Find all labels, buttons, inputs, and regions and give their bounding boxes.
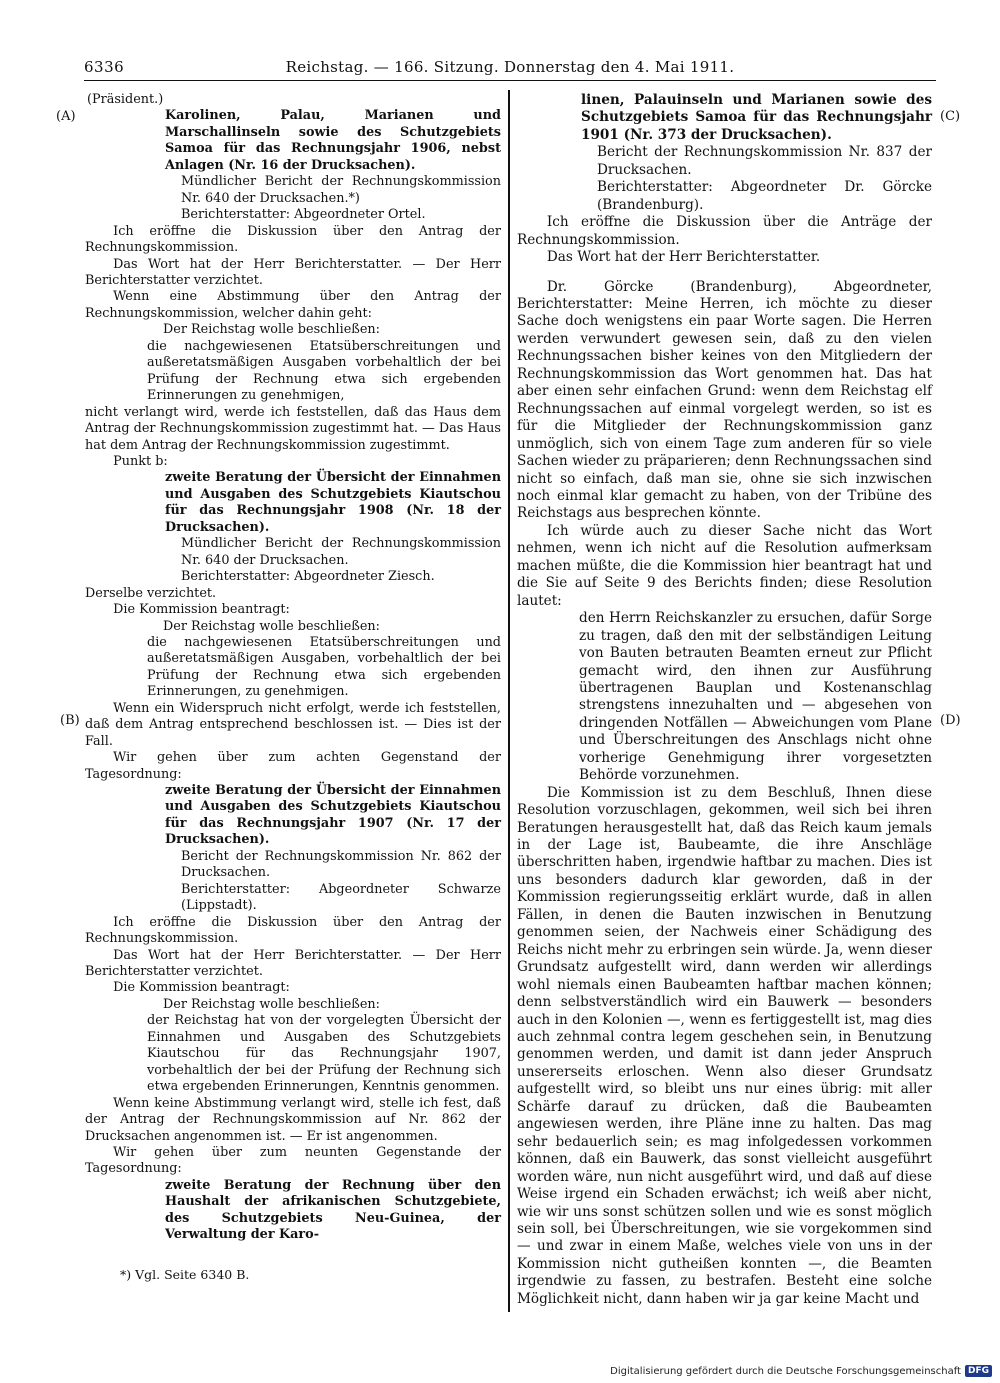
report-reference: Bericht der Rechnungskommission Nr. 837 der Drucksachen. [597, 144, 932, 178]
agenda-item-title: linen, Palauinseln und Marianen sowie des Schutzgebiets Samoa für das Rechnungsjahr 1901 (Nr. 373 der Drucksachen). [581, 92, 932, 143]
report-reference: Mündlicher Bericht der Rechnungskommission Nr. 640 der Drucksachen.*) [181, 174, 501, 206]
paragraph: Wir gehen über zum achten Gegenstand der Tagesordnung: [85, 750, 501, 782]
paragraph: Die Kommission beantragt: [113, 602, 290, 618]
speech-paragraph: Ich würde auch zu dieser Sache nicht das Wort nehmen, wenn ich nicht auf die Resolution aufmerksam machen müßte, die die Kommission hier beantragt hat und die Sie auf Seite 9 des Berichts finden; diese Resolution lautet: [517, 522, 932, 609]
credit-text: Digitalisierung gefördert durch die Deutsche Forschungsgemeinschaft [610, 1365, 961, 1377]
rapporteur: Berichterstatter: Abgeordneter Schwarze (Lippstadt). [181, 881, 501, 914]
margin-mark-b: (B) [60, 713, 80, 728]
report-reference: Bericht der Rechnungskommission Nr. 862 der Drucksachen. [181, 848, 501, 881]
paragraph: Das Wort hat der Herr Berichterstatter. [546, 249, 821, 266]
paragraph: Wenn keine Abstimmung verlangt wird, stelle ich fest, daß der Antrag der Rechnungskommission auf Nr. 862 der Drucksachen angenommen ist. — Er ist angenommen. [85, 1095, 501, 1144]
paragraph: Punkt b: [113, 453, 168, 469]
paragraph: Wenn ein Widerspruch nicht erfolgt, werde ich feststellen, daß dem Antrag entsprechend beschlossen ist. — Dies ist der Fall. [85, 700, 501, 749]
resolution-text: den Herrn Reichskanzler zu ersuchen, dafür Sorge zu tragen, daß den mit der selbständigen Leitung von Bauten betrauten Beamten erneut zur Pflicht gemacht wird, den ihnen zur Ausführung übertragenen Bauplan und Kostenanschlag strengstens innezuhalten und — abgesehen von dringenden Notfällen — Abweichungen vom Plane und Überschreitungen des Anschlags nicht ohne vorherige Genehmigung ihrer vorgesetzten Behörde vorzunehmen. [579, 610, 932, 784]
right-column [517, 92, 932, 1308]
paragraph: Das Wort hat der Herr Berichterstatter. — Der Herr Berichterstatter verzichtet. [85, 256, 501, 288]
speaker-label: (Präsident.) [87, 92, 164, 107]
dfg-logo: DFG [965, 1365, 992, 1377]
agenda-item-title: Karolinen, Palau, Marianen und Marschallinseln sowie des Schutzgebiets Samoa für das Rechnungsjahr 1906, nebst Anlagen (Nr. 16 der Drucksachen). [165, 108, 501, 173]
paragraph: Wenn eine Abstimmung über den Antrag der Rechnungskommission, welcher dahin geht: [85, 289, 501, 321]
margin-mark-a: (A) [56, 109, 76, 124]
rapporteur: Berichterstatter: Abgeordneter Dr. Görcke (Brandenburg). [597, 179, 932, 213]
paragraph: Die Kommission beantragt: [113, 980, 290, 996]
paragraph: nicht verlangt wird, werde ich feststellen, daß das Haus dem Antrag der Rechnungskommission zugestimmt hat. — Das Haus hat dem Antrag der Rechnungskommission zugestimmt. [85, 404, 501, 453]
digitization-credit [610, 1365, 992, 1377]
paragraph: Ich eröffne die Diskussion über den Antrag der Rechnungskommission. [85, 223, 501, 256]
motion-intro: Der Reichstag wolle beschließen: [163, 618, 380, 634]
page-number: 6336 [84, 58, 125, 76]
motion-intro: Der Reichstag wolle beschließen: [163, 322, 380, 338]
paragraph: Ich eröffne die Diskussion über die Anträge der Rechnungskommission. [517, 214, 932, 248]
footnote: *) Vgl. Seite 6340 B. [120, 1267, 250, 1282]
page-header [84, 58, 936, 81]
paragraph: Wir gehen über zum neunten Gegenstande der Tagesordnung: [85, 1145, 501, 1177]
left-column [85, 92, 501, 1244]
rapporteur: Berichterstatter: Abgeordneter Ziesch. [181, 569, 435, 585]
margin-mark-d: (D) [940, 713, 961, 728]
page-title: Reichstag. — 166. Sitzung. Donnerstag den 4. Mai 1911. [285, 58, 735, 76]
agenda-item-title: zweite Beratung der Übersicht der Einnahmen und Ausgaben des Schutzgebiets Kiautschou für das Rechnungsjahr 1907 (Nr. 17 der Drucksachen). [165, 783, 501, 848]
speech-paragraph: Dr. Görcke (Brandenburg), Abgeordneter, Berichterstatter: Meine Herren, ich möchte zu dieser Sache doch wenigstens ein paar Worte sagen. Die Herren werden verwundert gewesen sein, daß zu den vielen Rechnungssachen bisher keines von den Mitgliedern der Rechnungskommission das Wort genommen hat. Das hat aber einen sehr einfachen Grund: wenn dem Reichstag elf Rechnungssachen auf einmal vorgelegt werden, so ist es für die Mitglieder der Rechnungskommission ganz unmöglich, sich von einem Tage zum anderen für so viele Sachen wieder zu präparieren; denn Rechnungssachen sind nicht so einfach, daß man sie, ohne sie sich inzwischen noch einmal klar gemacht zu haben, von der Tribüne des Reichstags aus besprechen könnte. [517, 278, 932, 522]
margin-mark-c: (C) [940, 109, 961, 124]
agenda-item-title: zweite Beratung der Übersicht der Einnahmen und Ausgaben des Schutzgebiets Kiautschou für das Rechnungsjahr 1908 (Nr. 18 der Drucksachen). [165, 470, 501, 535]
speech-paragraph: Die Kommission ist zu dem Beschluß, Ihnen diese Resolution vorzuschlagen, gekommen, weil sich bei ihren Beratungen herausgestellt hat, daß das Reich kaum jemals in der Lage ist, Baubeamte, die ihre Anschläge überschritten haben, irgendwie haftbar zu machen. Dies ist uns besonders dadurch klar geworden, daß in der Kommission regierungsseitig erklärt wurde, daß in allen Fällen, in denen die Bauten inzwischen in Benutzung genommen seien, der Nachweis einer Schädigung des Reichs nicht mehr zu erbringen sein würde. Ja, wenn dieser Grundsatz aufgestellt wird, dann werden wir allerdings wohl niemals einen Baubeamten haftbar machen können; denn selbstverständlich wird ein Bauwerk — besonders auch in den Kolonien —, wenn es fertiggestellt ist, mag dies auch zehnmal contra legem geschehen sein, in Benutzung genommen werden, und damit ist dann jeder Anspruch unsererseits erloschen. Wenn also dieser Grundsatz aufgestellt wird, so bleibt uns nur eines übrig: mit aller Schärfe darauf zu drücken, daß die Baubeamten angewiesen werden, ihre Pläne inne zu halten. Das mag sehr bedauerlich sein; es mag infolgedessen vorkommen können, daß ein Bauwerk, das sonst vielleicht ausgeführt worden wäre, nun nicht ausgeführt wird, und daß auf diese Weise irgend ein Schaden erwächst; ich weiß aber nicht, wie wir uns sonst schützen sollen und wie es sonst möglich sein soll, bei Überschreitungen, wie sie vorgekommen sind — und zwar in einem Maße, welches viele von uns in der Kommission nicht gutheißen konnten —, die Beamten irgendwie zu fassen, zu bestrafen. Besteht eine solche Möglichkeit nicht, dann haben wir ja gar keine Macht und [517, 784, 932, 1307]
motion-text: die nachgewiesenen Etatsüberschreitungen und außeretatsmäßigen Ausgaben, vorbehaltlich der bei Prüfung der Rechnung etwa sich ergebenden Erinnerungen, zu genehmigen. [147, 634, 501, 700]
motion-text: der Reichstag hat von der vorgelegten Übersicht der Einnahmen und Ausgaben des Schutzgebiets Kiautschou für das Rechnungsjahr 1907, vorbehaltlich der bei der Prüfung der Rechnung sich etwa ergebenden Erinnerungen, Kenntnis genommen. [147, 1013, 501, 1095]
motion-intro: Der Reichstag wolle beschließen: [163, 996, 380, 1012]
paragraph: Ich eröffne die Diskussion über den Antrag der Rechnungskommission. [85, 914, 501, 947]
paragraph: Das Wort hat der Herr Berichterstatter. — Der Herr Berichterstatter verzichtet. [85, 947, 501, 980]
motion-text: die nachgewiesenen Etatsüberschreitungen und außeretatsmäßigen Ausgaben vorbehaltlich der bei Prüfung der Rechnung etwa sich ergebenden Erinnerungen zu genehmigen, [147, 338, 501, 404]
column-divider [508, 90, 510, 1312]
rapporteur: Berichterstatter: Abgeordneter Ortel. [181, 207, 426, 223]
report-reference: Mündlicher Bericht der Rechnungskommission Nr. 640 der Drucksachen. [181, 536, 501, 568]
agenda-item-title: zweite Beratung der Rechnung über den Haushalt der afrikanischen Schutzgebiete, des Schutzgebiets Neu-Guinea, der Verwaltung der Karo- [165, 1177, 501, 1243]
paragraph: Derselbe verzichtet. [85, 585, 217, 601]
